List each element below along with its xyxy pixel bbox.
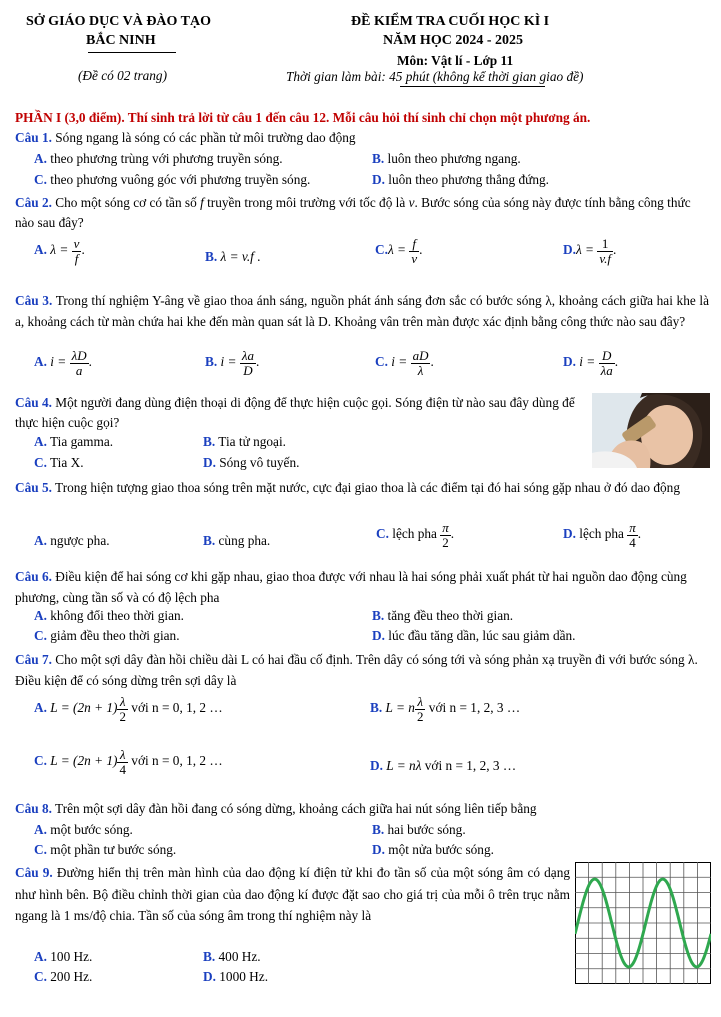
exam-year: NĂM HỌC 2024 - 2025 [383,33,523,48]
q9-option-d[interactable]: D. 1000 Hz. [203,969,269,984]
q2-option-b[interactable]: B. λ = v.f . [205,249,261,264]
q2-option-d[interactable]: D.λ = $\frac{1}{v.f}$ . [563,236,617,266]
q9-stem: Câu 9. Đường hiển thị trên màn hình của dao động kí điện tử khi đo tần số của một sóng âm có dạng như hình bên. Bộ điều chỉnh thời gian của dao động kí được đặt sao cho giá trị của mỗi ô trên trục nằm ngang là 1 ms/độ chia. Tần số của sóng âm trong thí nghiệm này là [15,865,570,923]
q6-option-b[interactable]: B. tăng đều theo thời gian. [372,608,514,623]
q7-stem: Câu 7. Cho một sợi dây đàn hồi chiều dài L có hai đầu cố định. Trên dây có sóng tới và sóng phản xạ truyền đi với bước sóng λ. Điều kiện để có sóng dừng trên sợi dây là [15,652,698,688]
q3-option-a[interactable]: A. i = $\frac{\lambda D}{a}$ . [34,348,92,378]
q9-option-c[interactable]: C. 200 Hz. [34,969,93,984]
q4-option-d[interactable]: D. Sóng vô tuyến. [203,455,300,470]
exam-title: ĐỀ KIỂM TRA CUỐI HỌC KÌ I [351,14,550,29]
q3-stem: Câu 3. Trong thí nghiệm Y-âng về giao thoa ánh sáng, nguồn phát ánh sáng đơn sắc có bước sóng λ, khoảng cách giữa hai khe là a, khoảng cách từ màn chứa hai khe đến màn quan sát là D. Khoảng vân trên màn được xác định bằng công thức nào sau đây? [15,293,709,329]
q8-option-d[interactable]: D. một nửa bước sóng. [372,842,494,857]
header-underline-right [400,86,545,87]
q7-option-c[interactable]: C. L = (2n + 1) $\frac{\lambda}{4}$ với n = 0, 1, 2 … [34,747,223,777]
q5-stem: Câu 5. Trong hiện tượng giao thoa sóng trên mặt nước, cực đại giao thoa là các điểm tại đó hai sóng gặp nhau ở đó dao động [15,480,680,495]
subject-line: Môn: Vật lí - Lớp 11 [397,53,514,68]
q4-option-a[interactable]: A. Tia gamma. [34,434,114,449]
oscilloscope-screen [575,862,711,984]
q6-option-c[interactable]: C. giảm đều theo thời gian. [34,628,180,643]
q7-option-d[interactable]: D. L = nλ với n = 1, 2, 3 … [370,758,517,773]
q1-option-c[interactable]: C. theo phương vuông góc với phương truyền sóng. [34,172,311,187]
q5-option-d[interactable]: D. lệch pha $\frac{\pi}{4}$ . [563,520,642,550]
q2-option-a[interactable]: A. λ = $\frac{v}{f}$ . [34,236,85,266]
time-line: Thời gian làm bài: 45 phút (không kể thời gian giao đề) [286,69,584,84]
q6-option-a[interactable]: A. không đổi theo thời gian. [34,608,184,623]
q9-option-a[interactable]: A. 100 Hz. [34,949,93,964]
q1-option-a[interactable]: A. theo phương trùng với phương truyền sóng. [34,151,283,166]
q5-option-a[interactable]: A. ngược pha. [34,533,110,548]
q4-option-c[interactable]: C. Tia X. [34,455,84,470]
dept-name: SỞ GIÁO DỤC VÀ ĐÀO TẠO [26,14,212,29]
q3-option-d[interactable]: D. i = $\frac{D}{\lambda a}$ . [563,348,619,378]
q8-option-c[interactable]: C. một phần tư bước sóng. [34,842,177,857]
q1-option-b[interactable]: B. luôn theo phương ngang. [372,151,521,166]
q2-stem: Câu 2. Cho một sóng cơ có tần số f truyền trong môi trường với tốc độ là v. Bước sóng của sóng này được tính bằng công thức nào sau đây? [15,195,691,230]
q1-stem [15,130,356,146]
q7-option-a[interactable]: A. L = (2n + 1) $\frac{\lambda}{2}$ với n = 0, 1, 2 … [34,694,223,724]
phone-call-image [592,393,710,468]
q8-option-b[interactable]: B. hai bước sóng. [372,822,466,837]
q1-option-d[interactable]: D. luôn theo phương thẳng đứng. [372,172,549,187]
q8-stem: Câu 8. Trên một sợi dây đàn hồi đang có sóng dừng, khoảng cách giữa hai nút sóng liên tiếp bằng [15,801,537,816]
q1-text: Sóng ngang là sóng có các phần tử môi trường dao động [55,130,356,145]
q6-option-d[interactable]: D. lúc đầu tăng dần, lúc sau giảm dần. [372,628,576,643]
q1-label: Câu 1. [15,130,52,145]
province-name: BẮC NINH [86,33,156,48]
q7-option-b[interactable]: B. L = n $\frac{\lambda}{2}$ với n = 1, 2, 3 … [370,694,521,724]
header-underline-left [88,52,176,53]
q8-option-a[interactable]: A. một bước sóng. [34,822,133,837]
page-count-note: (Đề có 02 trang) [78,68,167,83]
q3-option-c[interactable]: C. i = $\frac{aD}{\lambda}$ . [375,348,434,378]
q4-stem: Câu 4. Một người đang dùng điện thoại di động để thực hiện cuộc gọi. Sóng điện từ nào sau đây dùng để thực hiện cuộc gọi? [15,395,575,430]
q9-option-b[interactable]: B. 400 Hz. [203,949,261,964]
q3-option-b[interactable]: B. i = $\frac{\lambda a}{D}$ . [205,348,260,378]
part1-title: PHẦN I (3,0 điểm). Thí sinh trả lời từ câu 1 đến câu 12. Mỗi câu hỏi thí sinh chỉ chọn một phương án. [15,110,591,125]
q5-option-b[interactable]: B. cùng pha. [203,533,271,548]
q5-option-c[interactable]: C. lệch pha $\frac{\pi}{2}$ . [376,520,455,550]
q6-stem: Câu 6. Điều kiện để hai sóng cơ khi gặp nhau, giao thoa được với nhau là hai sóng phải xuất phát từ hai nguồn dao động cùng phương, cùng tần số và có độ lệch pha [15,569,687,605]
q2-option-c[interactable]: C.λ = $\frac{f}{v}$ . [375,236,423,266]
q4-option-b[interactable]: B. Tia tử ngoại. [203,434,286,449]
